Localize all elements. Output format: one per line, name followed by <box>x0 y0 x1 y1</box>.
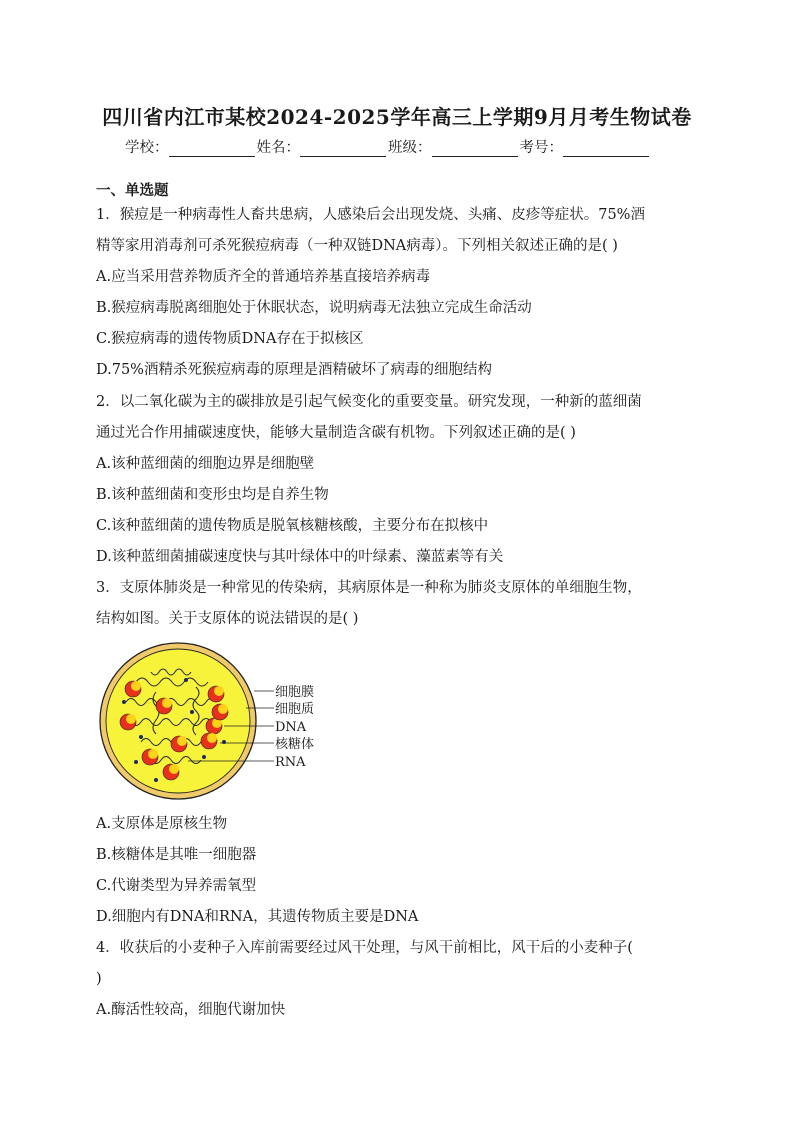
q4-stem-line-2: ) <box>96 971 102 987</box>
q1-option-a[interactable]: A.应当采用营养物质齐全的普通培养基直接培养病毒 <box>96 269 431 285</box>
q1-option-b[interactable]: B.猴痘病毒脱离细胞处于休眠状态，说明病毒无法独立完成生命活动 <box>96 300 532 316</box>
class-label: 班级： <box>388 140 432 156</box>
q2-option-a[interactable]: A.该种蓝细菌的细胞边界是细胞壁 <box>96 456 315 472</box>
q3-stem-line-2: 结构如图。关于支原体的说法错误的是( ) <box>96 611 359 627</box>
label-cytoplasm: 细胞质 <box>275 702 315 717</box>
q1-stem-line-1: 1．猴痘是一种病毒性人畜共患病，人感染后会出现发烧、头痛、皮疹等症状。75%酒 <box>96 207 645 223</box>
student-info-row <box>125 136 651 157</box>
q2-stem-line-1: 2．以二氧化碳为主的碳排放是引起气候变化的重要变量。研究发现，一种新的蓝细菌 <box>96 394 642 410</box>
q2-option-b[interactable]: B.该种蓝细菌和变形虫均是自养生物 <box>96 487 329 503</box>
mycoplasma-diagram <box>96 642 336 802</box>
exam-title: 四川省内江市某校2024-2025学年高三上学期9月月考生物试卷 <box>102 105 692 129</box>
q1-stem-line-2: 精等家用消毒剂可杀死猴痘病毒（一种双链DNA病毒）。下列相关叙述正确的是( ) <box>96 238 618 254</box>
q4-option-a[interactable]: A.酶活性较高，细胞代谢加快 <box>96 1002 286 1018</box>
name-label: 姓名： <box>256 140 300 156</box>
name-blank[interactable] <box>300 142 386 157</box>
q1-option-c[interactable]: C.猴痘病毒的遗传物质DNA存在于拟核区 <box>96 331 364 347</box>
q3-option-d[interactable]: D.细胞内有DNA和RNA，其遗传物质主要是DNA <box>96 909 419 925</box>
label-rna: RNA <box>275 755 306 770</box>
section-title: 一、单选题 <box>96 182 169 199</box>
q3-stem-line-1: 3．支原体肺炎是一种常见的传染病，其病原体是一种称为肺炎支原体的单细胞生物， <box>96 580 642 596</box>
school-blank[interactable] <box>169 142 255 157</box>
q2-option-c[interactable]: C.该种蓝细菌的遗传物质是脱氧核糖核酸，主要分布在拟核中 <box>96 518 489 534</box>
q4-stem-line-1: 4．收获后的小麦种子入库前需要经过风干处理，与风干前相比，风干后的小麦种子( <box>96 940 633 956</box>
q1-option-d[interactable]: D.75%酒精杀死猴痘病毒的原理是酒精破坏了病毒的细胞结构 <box>96 362 492 378</box>
label-ribosome: 核糖体 <box>275 737 315 752</box>
label-cell-membrane: 细胞膜 <box>275 685 315 700</box>
label-dna: DNA <box>275 720 307 735</box>
school-label: 学校： <box>125 140 169 156</box>
q2-option-d[interactable]: D.该种蓝细菌捕碳速度快与其叶绿体中的叶绿素、藻蓝素等有关 <box>96 549 504 565</box>
q3-option-a[interactable]: A.支原体是原核生物 <box>96 816 228 832</box>
q3-option-c[interactable]: C.代谢类型为异养需氧型 <box>96 878 257 894</box>
id-blank[interactable] <box>563 142 649 157</box>
q2-stem-line-2: 通过光合作用捕碳速度快，能够大量制造含碳有机物。下列叙述正确的是( ) <box>96 425 576 441</box>
id-label: 考号： <box>519 140 563 156</box>
class-blank[interactable] <box>432 142 518 157</box>
q3-option-b[interactable]: B.核糖体是其唯一细胞器 <box>96 847 257 863</box>
